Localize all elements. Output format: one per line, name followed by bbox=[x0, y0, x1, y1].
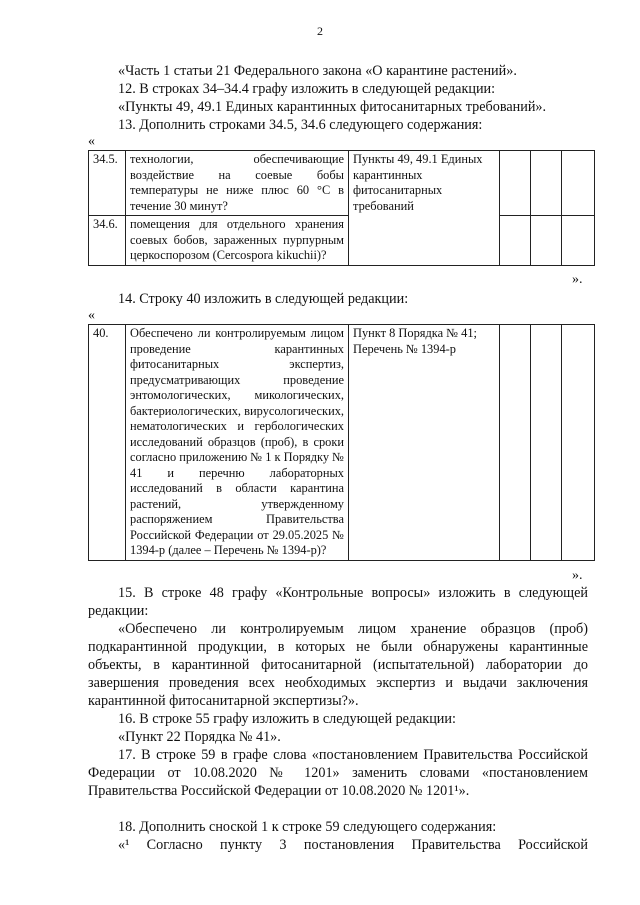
item-18-heading: 18. Дополнить сноской 1 к строке 59 следующего содержания: bbox=[118, 819, 497, 835]
paragraph-line-1: «Часть 1 статьи 21 Федерального закона «О карантине растений». bbox=[118, 63, 517, 79]
control-question: Обеспечено ли контролируемым лицом проведение карантинных фитосанитарных экспертиз, предусматривающих проведение энтомологических, микологических, бактериологических, вирусологических, нематологических и гербологических исследований образцов (проб), в сроки согласно приложению № 1 к Порядку № 41 и перечню лабораторных исследований в области карантина растений, утвержденному распоряжением Правительства Российской Федерации от 29.05.2025 № 1394-р (далее – Перечень № 1394-р)? bbox=[126, 325, 349, 561]
empty-cell bbox=[531, 216, 562, 266]
item-16-heading: 16. В строке 55 графу изложить в следующей редакции: bbox=[118, 711, 456, 727]
item-15-heading: 15. В строке 48 графу «Контрольные вопросы» изложить в следующей редакции: bbox=[88, 585, 588, 619]
empty-cell bbox=[562, 151, 595, 216]
table-rows-34-5-34-6 bbox=[88, 150, 595, 266]
row-number: 34.5. bbox=[89, 151, 126, 216]
control-question: помещения для отдельного хранения соевых бобов, зараженных пурпурным церкоспорозом (Cercospora kikuchii)? bbox=[126, 216, 349, 266]
item-13-heading: 13. Дополнить строками 34.5, 34.6 следующего содержания: bbox=[118, 117, 483, 133]
empty-cell bbox=[562, 325, 595, 561]
table-row bbox=[89, 151, 595, 216]
item-12-text: «Пункты 49, 49.1 Единых карантинных фитосанитарных требований». bbox=[118, 99, 547, 115]
empty-cell bbox=[500, 216, 531, 266]
row-number: 34.6. bbox=[89, 216, 126, 266]
close-quote-2: ». bbox=[572, 568, 583, 583]
page-number: 2 bbox=[317, 24, 323, 38]
control-question: технологии, обеспечивающие воздействие на соевые бобы температуры не ниже плюс 60 °С в течение 30 минут? bbox=[126, 151, 349, 216]
open-quote-1: « bbox=[88, 134, 95, 149]
table-row-40 bbox=[88, 324, 595, 561]
legal-reference: Пункт 8 Порядка № 41; Перечень № 1394-р bbox=[349, 325, 500, 561]
empty-cell bbox=[562, 216, 595, 266]
empty-cell bbox=[500, 325, 531, 561]
item-17-text: 17. В строке 59 в графе слова «постановлением Правительства Российской Федерации от 10.08.2020 № 1201» заменить словами «постановлением Правительства Российской Федерации от 10.08.2020 № 1201¹». bbox=[88, 747, 588, 799]
row-number: 40. bbox=[89, 325, 126, 561]
item-18-text: «¹ Согласно пункту 3 постановления Правительства Российской bbox=[118, 837, 588, 853]
item-14-heading: 14. Строку 40 изложить в следующей редакции: bbox=[118, 291, 409, 307]
item-15-text: «Обеспечено ли контролируемым лицом хранение образцов (проб) подкарантинной продукции, в которых не были обнаружены карантинные объекты, в карантинной фитосанитарной (испытательной) лаборатории до завершения проведения всех необходимых экспертиз и выдачи заключения карантинной фитосанитарной экспертизы?». bbox=[88, 621, 588, 709]
empty-cell bbox=[531, 325, 562, 561]
item-12-heading: 12. В строках 34–34.4 графу изложить в следующей редакции: bbox=[118, 81, 496, 97]
item-16-text: «Пункт 22 Порядка № 41». bbox=[118, 729, 281, 745]
empty-cell bbox=[500, 151, 531, 216]
empty-cell bbox=[531, 151, 562, 216]
table-row bbox=[89, 216, 595, 266]
open-quote-2: « bbox=[88, 308, 95, 323]
table-row bbox=[89, 325, 595, 561]
legal-reference: Пункты 49, 49.1 Единых карантинных фитосанитарных требований bbox=[349, 151, 500, 266]
close-quote-1: ». bbox=[572, 272, 583, 287]
